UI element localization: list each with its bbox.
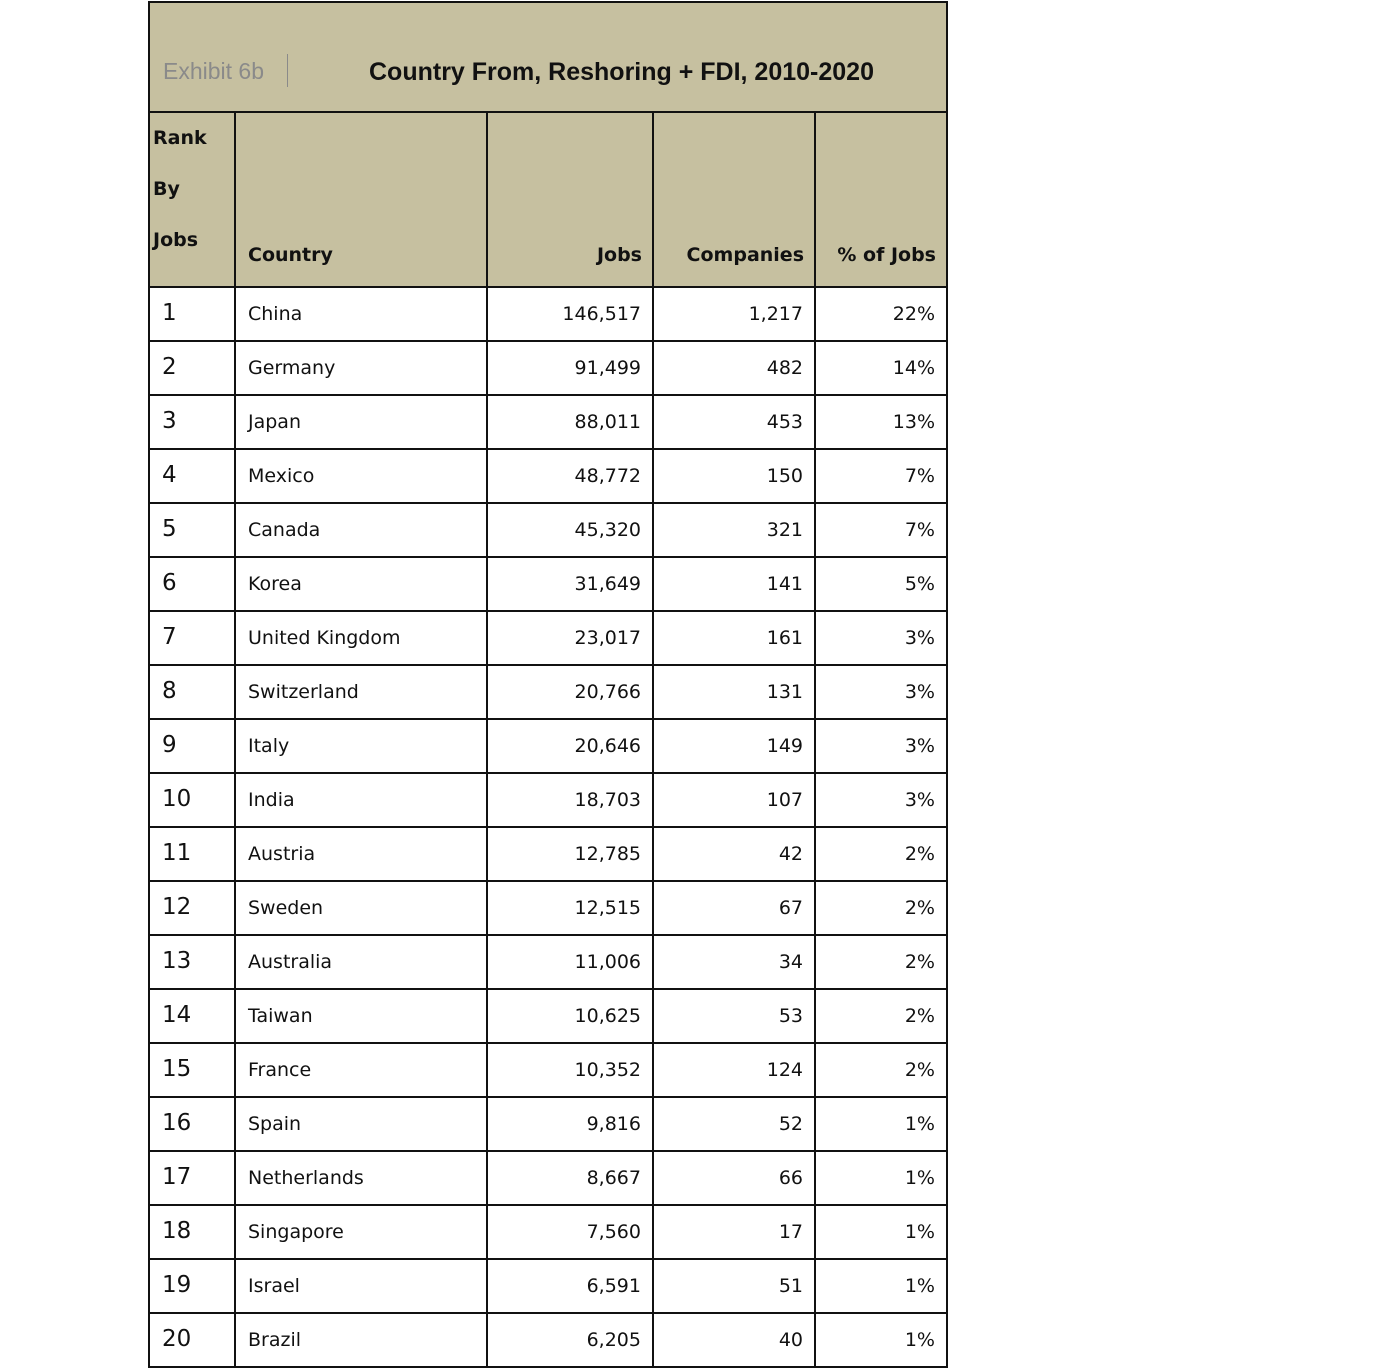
pct-jobs-cell: 1% (815, 1097, 946, 1151)
table-row (150, 1259, 946, 1313)
rank-cell: 6 (150, 557, 235, 611)
table-row (150, 1313, 946, 1367)
jobs-cell: 45,320 (487, 503, 653, 557)
companies-cell: 42 (653, 827, 815, 881)
companies-cell: 124 (653, 1043, 815, 1097)
jobs-cell: 12,785 (487, 827, 653, 881)
exhibit-separator (287, 54, 288, 87)
country-cell: Switzerland (235, 665, 487, 719)
jobs-cell: 48,772 (487, 449, 653, 503)
table-row (150, 611, 946, 665)
table-row (150, 1205, 946, 1259)
jobs-cell: 31,649 (487, 557, 653, 611)
table-body (150, 287, 946, 1367)
table-row (150, 881, 946, 935)
companies-cell: 52 (653, 1097, 815, 1151)
jobs-cell: 20,766 (487, 665, 653, 719)
pct-jobs-cell: 2% (815, 1043, 946, 1097)
rank-cell: 4 (150, 449, 235, 503)
companies-cell: 17 (653, 1205, 815, 1259)
companies-cell: 107 (653, 773, 815, 827)
pct-jobs-cell: 22% (815, 287, 946, 341)
pct-jobs-cell: 13% (815, 395, 946, 449)
jobs-cell: 8,667 (487, 1151, 653, 1205)
companies-cell: 161 (653, 611, 815, 665)
jobs-cell: 146,517 (487, 287, 653, 341)
companies-cell: 131 (653, 665, 815, 719)
pct-jobs-cell: 3% (815, 719, 946, 773)
table-row (150, 503, 946, 557)
rank-cell: 17 (150, 1151, 235, 1205)
companies-cell: 66 (653, 1151, 815, 1205)
table-row (150, 719, 946, 773)
exhibit-title-bar (150, 3, 946, 113)
rank-cell: 18 (150, 1205, 235, 1259)
rank-cell: 13 (150, 935, 235, 989)
country-cell: Singapore (235, 1205, 487, 1259)
pct-jobs-cell: 2% (815, 935, 946, 989)
companies-cell: 34 (653, 935, 815, 989)
country-cell: Germany (235, 341, 487, 395)
country-jobs-table (150, 113, 946, 1368)
companies-cell: 453 (653, 395, 815, 449)
table-row (150, 395, 946, 449)
country-cell: Brazil (235, 1313, 487, 1367)
country-cell: Korea (235, 557, 487, 611)
pct-jobs-cell: 1% (815, 1313, 946, 1367)
jobs-cell: 20,646 (487, 719, 653, 773)
jobs-cell: 6,591 (487, 1259, 653, 1313)
country-cell: Taiwan (235, 989, 487, 1043)
country-cell: India (235, 773, 487, 827)
jobs-cell: 6,205 (487, 1313, 653, 1367)
country-cell: Japan (235, 395, 487, 449)
companies-cell: 149 (653, 719, 815, 773)
jobs-cell: 23,017 (487, 611, 653, 665)
country-cell: Netherlands (235, 1151, 487, 1205)
table-row (150, 773, 946, 827)
exhibit-table-container (148, 1, 948, 1368)
table-row (150, 989, 946, 1043)
header-rank-by-jobs (150, 113, 235, 287)
country-cell: Israel (235, 1259, 487, 1313)
header-companies: Companies (653, 113, 815, 287)
pct-jobs-cell: 2% (815, 881, 946, 935)
pct-jobs-cell: 2% (815, 827, 946, 881)
rank-cell: 3 (150, 395, 235, 449)
exhibit-title: Country From, Reshoring + FDI, 2010-2020 (369, 58, 874, 86)
pct-jobs-cell: 5% (815, 557, 946, 611)
country-cell: Canada (235, 503, 487, 557)
rank-cell: 8 (150, 665, 235, 719)
pct-jobs-cell: 1% (815, 1205, 946, 1259)
header-rank-line-3: Jobs (153, 229, 199, 251)
table-header (150, 113, 946, 287)
country-cell: China (235, 287, 487, 341)
pct-jobs-cell: 3% (815, 773, 946, 827)
table-row (150, 1097, 946, 1151)
country-cell: Italy (235, 719, 487, 773)
companies-cell: 67 (653, 881, 815, 935)
pct-jobs-cell: 1% (815, 1151, 946, 1205)
country-cell: Spain (235, 1097, 487, 1151)
jobs-cell: 10,625 (487, 989, 653, 1043)
rank-cell: 7 (150, 611, 235, 665)
jobs-cell: 91,499 (487, 341, 653, 395)
table-row (150, 449, 946, 503)
pct-jobs-cell: 1% (815, 1259, 946, 1313)
companies-cell: 40 (653, 1313, 815, 1367)
exhibit-label: Exhibit 6b (163, 58, 265, 84)
pct-jobs-cell: 2% (815, 989, 946, 1043)
jobs-cell: 88,011 (487, 395, 653, 449)
jobs-cell: 9,816 (487, 1097, 653, 1151)
rank-cell: 5 (150, 503, 235, 557)
header-pct-of-jobs: % of Jobs (815, 113, 946, 287)
country-cell: Austria (235, 827, 487, 881)
companies-cell: 150 (653, 449, 815, 503)
rank-cell: 19 (150, 1259, 235, 1313)
header-jobs: Jobs (487, 113, 653, 287)
country-cell: Sweden (235, 881, 487, 935)
pct-jobs-cell: 3% (815, 611, 946, 665)
companies-cell: 1,217 (653, 287, 815, 341)
rank-cell: 1 (150, 287, 235, 341)
table-row (150, 1043, 946, 1097)
rank-cell: 16 (150, 1097, 235, 1151)
rank-cell: 12 (150, 881, 235, 935)
header-row (150, 113, 946, 287)
companies-cell: 141 (653, 557, 815, 611)
table-row (150, 341, 946, 395)
header-rank-line-2: By (153, 178, 180, 200)
country-cell: Australia (235, 935, 487, 989)
companies-cell: 51 (653, 1259, 815, 1313)
jobs-cell: 7,560 (487, 1205, 653, 1259)
table-row (150, 665, 946, 719)
table-row (150, 287, 946, 341)
companies-cell: 53 (653, 989, 815, 1043)
pct-jobs-cell: 7% (815, 503, 946, 557)
pct-jobs-cell: 3% (815, 665, 946, 719)
jobs-cell: 10,352 (487, 1043, 653, 1097)
rank-cell: 9 (150, 719, 235, 773)
header-rank-line-1: Rank (153, 127, 207, 149)
jobs-cell: 18,703 (487, 773, 653, 827)
table-row (150, 827, 946, 881)
table-row (150, 557, 946, 611)
rank-cell: 11 (150, 827, 235, 881)
companies-cell: 321 (653, 503, 815, 557)
rank-cell: 15 (150, 1043, 235, 1097)
jobs-cell: 12,515 (487, 881, 653, 935)
pct-jobs-cell: 14% (815, 341, 946, 395)
rank-cell: 20 (150, 1313, 235, 1367)
header-country: Country (235, 113, 487, 287)
rank-cell: 14 (150, 989, 235, 1043)
companies-cell: 482 (653, 341, 815, 395)
country-cell: United Kingdom (235, 611, 487, 665)
table-row (150, 1151, 946, 1205)
table-row (150, 935, 946, 989)
jobs-cell: 11,006 (487, 935, 653, 989)
pct-jobs-cell: 7% (815, 449, 946, 503)
rank-cell: 10 (150, 773, 235, 827)
country-cell: France (235, 1043, 487, 1097)
rank-cell: 2 (150, 341, 235, 395)
country-cell: Mexico (235, 449, 487, 503)
